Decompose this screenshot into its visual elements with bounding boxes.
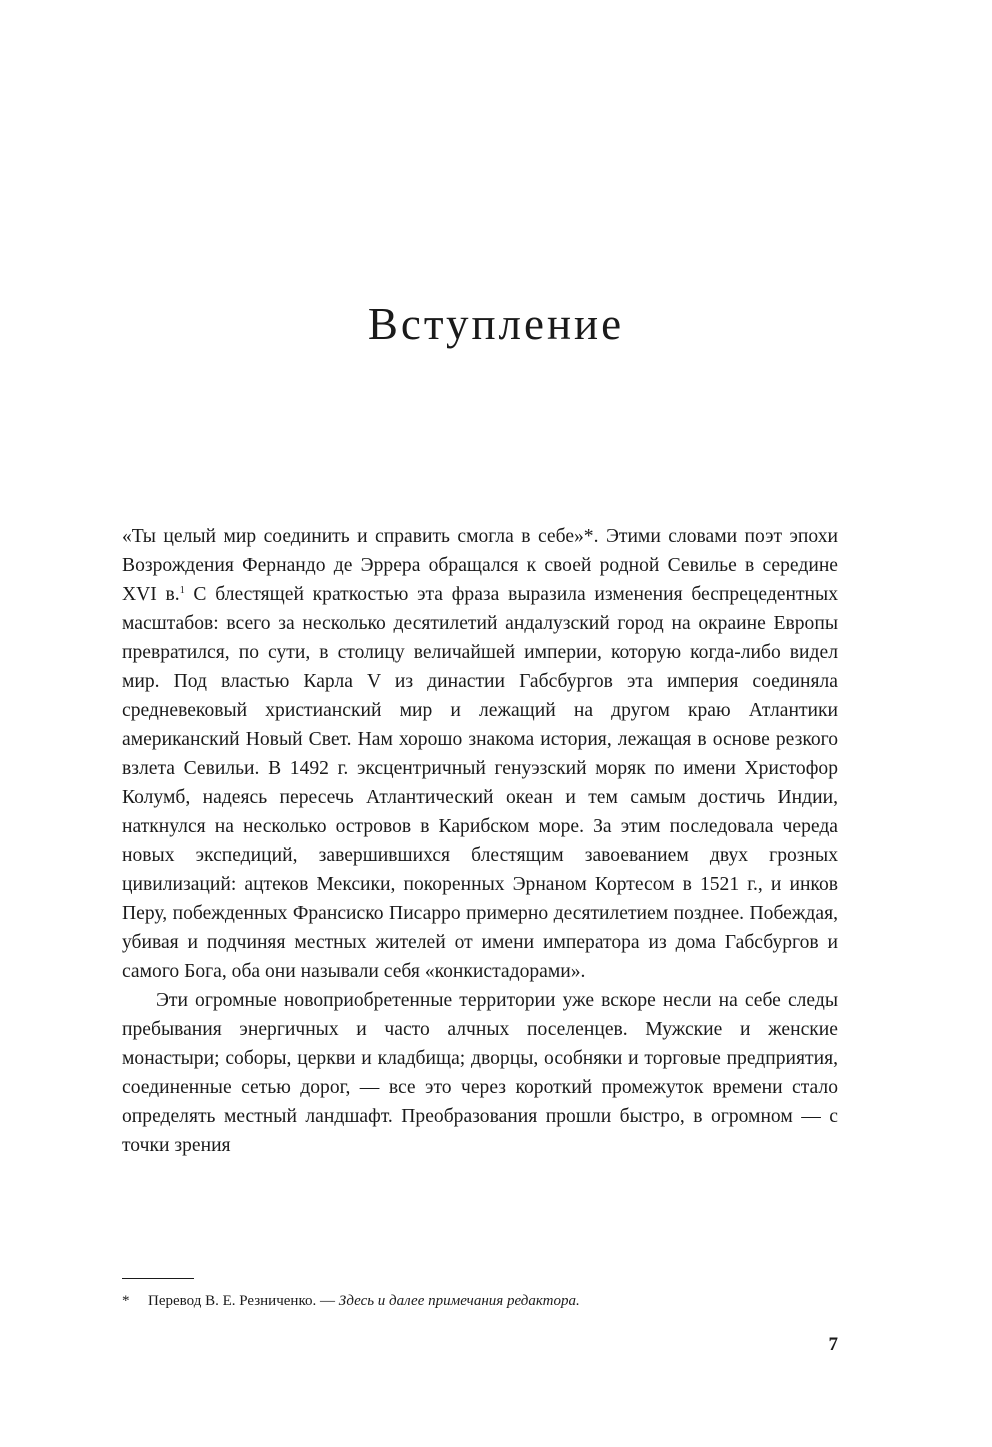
footnote-text: Перевод В. Е. Резниченко. — [148, 1293, 339, 1309]
paragraph-1 [122, 522, 838, 986]
page-number: 7 [828, 1334, 838, 1355]
chapter-title: Вступление [367, 299, 625, 349]
footnote-editor-note: Здесь и далее примечания редактора. [338, 1293, 580, 1309]
footnote [122, 1290, 838, 1312]
footnote-rule [122, 1278, 194, 1279]
paragraph-1-start: «Ты целый мир соединить и справить смогла в себе»*. Этими словами поэт эпохи Возрождения Фернандо де Эррера обращался к своей родной Севилье в середине XVI в. [122, 526, 838, 605]
paragraph-2: Эти огромные новоприобретенные территории уже вскоре несли на себе следы пребывания энергичных и часто алчных поселенцев. Мужские и женские монастыри; соборы, церкви и кладбища; дворцы, особняки и торговые предприятия, соединенные сетью дорог, — все это через короткий промежуток времени стало определять местный ландшафт. Преобразования прошли быстро, в огромном — с точки зрения [122, 990, 838, 1156]
body-text [122, 522, 838, 1160]
endnote-reference: 1 [179, 585, 185, 596]
paragraph-1-end: С блестящей краткостью эта фраза выразила изменения беспрецедентных масштабов: всего за несколько десятилетий андалузский город на окраине Европы превратился, по сути, в столицу величайшей империи, которую когда-либо видел мир. Под властью Карла V из династии Габсбургов эта империя соединяла средневековый христианский мир и лежащий на другом краю Атлантики американский Новый Свет. Нам хорошо знакома история, лежащая в основе резкого взлета Севильи. В 1492 г. эксцентричный генуэзский моряк по имени Христофор Колумб, надеясь пересечь Атлантический океан и тем самым достичь Индии, наткнулся на несколько островов в Карибском море. За этим последовала череда новых экспедиций, завершившихся блестящим завоеванием двух грозных цивилизаций: ацтеков Мексики, покоренных Эрнаном Кортесом в 1521 г., и инков Перу, побежденных Франсиско Писарро примерно десятилетием позднее. Побеждая, убивая и подчиняя местных жителей от имени императора из дома Габсбургов и самого Бога, оба они называли себя «конкистадорами». [122, 584, 838, 982]
footnote-marker: * [122, 1293, 130, 1309]
